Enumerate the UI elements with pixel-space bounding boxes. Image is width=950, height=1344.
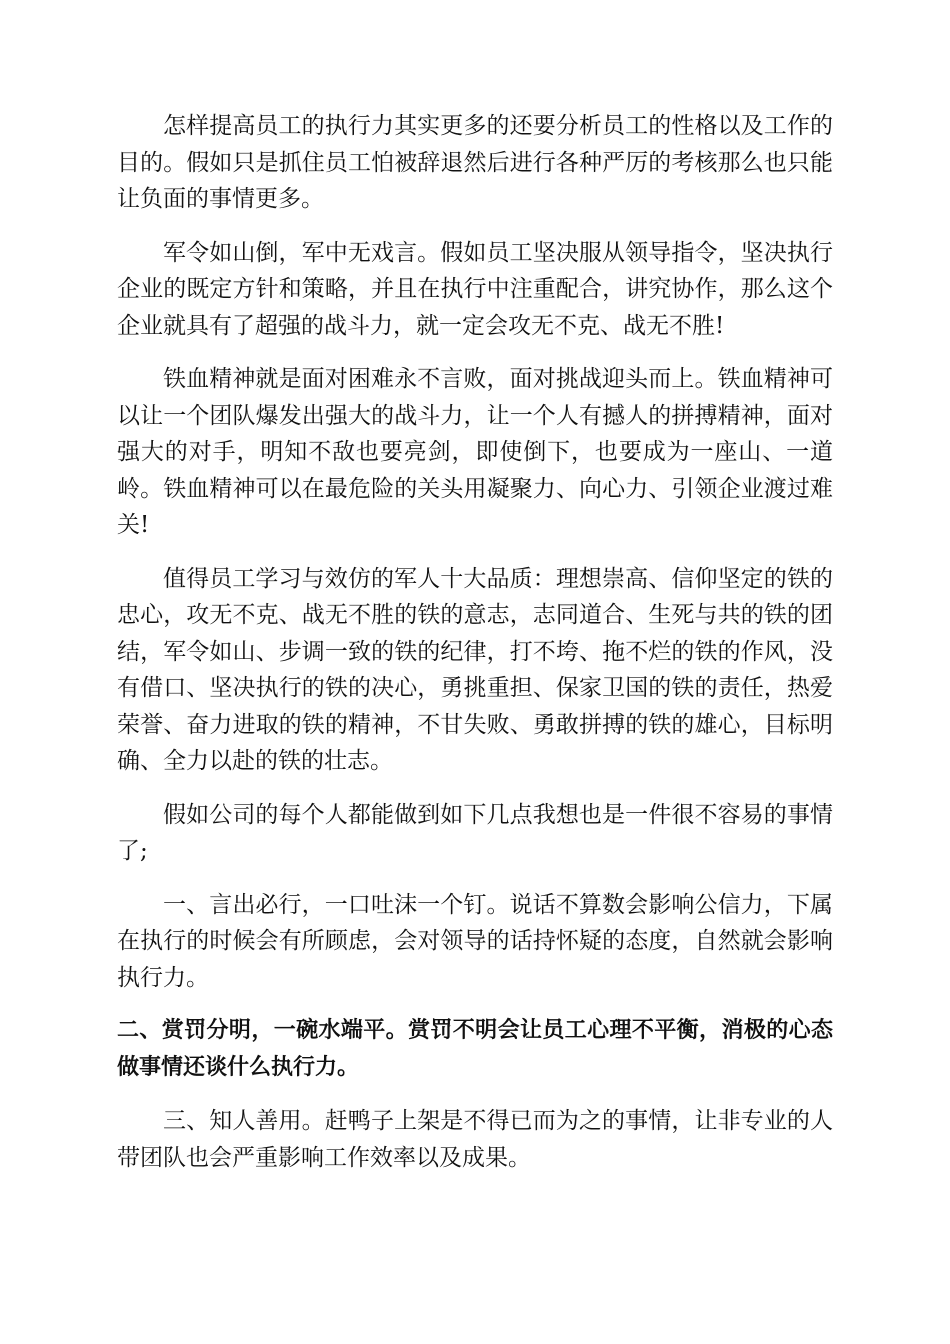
document-body [117, 108, 833, 1193]
paragraph-ten-qualities: 值得员工学习与效仿的军人十大品质：理想崇高、信仰坚定的铁的忠心，攻无不克、战无不胜的铁的意志，志同道合、生死与共的铁的团结，军令如山、步调一致的铁的纪律，打不垮、拖不烂的铁的作风，没有借口、坚决执行的铁的决心，勇挑重担、保家卫国的铁的责任，热爱荣誉、奋力进取的铁的精神，不甘失败、勇敢拼搏的铁的雄心，目标明确、全力以赴的铁的壮志。 [117, 565, 833, 774]
paragraph-intro-points: 假如公司的每个人都能做到如下几点我想也是一件很不容易的事情了; [117, 801, 833, 864]
paragraph-execution-analysis: 怎样提高员工的执行力其实更多的还要分析员工的性格以及工作的目的。假如只是抓住员工怕被辞退然后进行各种严厉的考核那么也只能让负面的事情更多。 [117, 113, 833, 212]
paragraph-point-one: 一、言出必行，一口吐沫一个钉。说话不算数会影响公信力，下属在执行的时候会有所顾虑，会对领导的话持怀疑的态度，自然就会影响执行力。 [117, 891, 833, 991]
paragraph-point-two: 二、赏罚分明，一碗水端平。赏罚不明会让员工心理不平衡，消极的心态做事情还谈什么执行力。 [117, 1018, 833, 1080]
paragraph-point-three: 三、知人善用。赶鸭子上架是不得已而为之的事情，让非专业的人带团队也会严重影响工作效率以及成果。 [117, 1108, 833, 1171]
paragraph-military-orders: 军令如山倒，军中无戏言。假如员工坚决服从领导指令，坚决执行企业的既定方针和策略，并且在执行中注重配合，讲究协作，那么这个企业就具有了超强的战斗力，就一定会攻无不克、战无不胜! [117, 239, 833, 339]
paragraph-iron-spirit: 铁血精神就是面对困难永不言败，面对挑战迎头而上。铁血精神可以让一个团队爆发出强大的战斗力，让一个人有撼人的拼搏精神，面对强大的对手，明知不敌也要亮剑，即使倒下，也要成为一座山、一道岭。铁血精神可以在最危险的关头用凝聚力、向心力、引领企业渡过难关! [117, 366, 833, 538]
